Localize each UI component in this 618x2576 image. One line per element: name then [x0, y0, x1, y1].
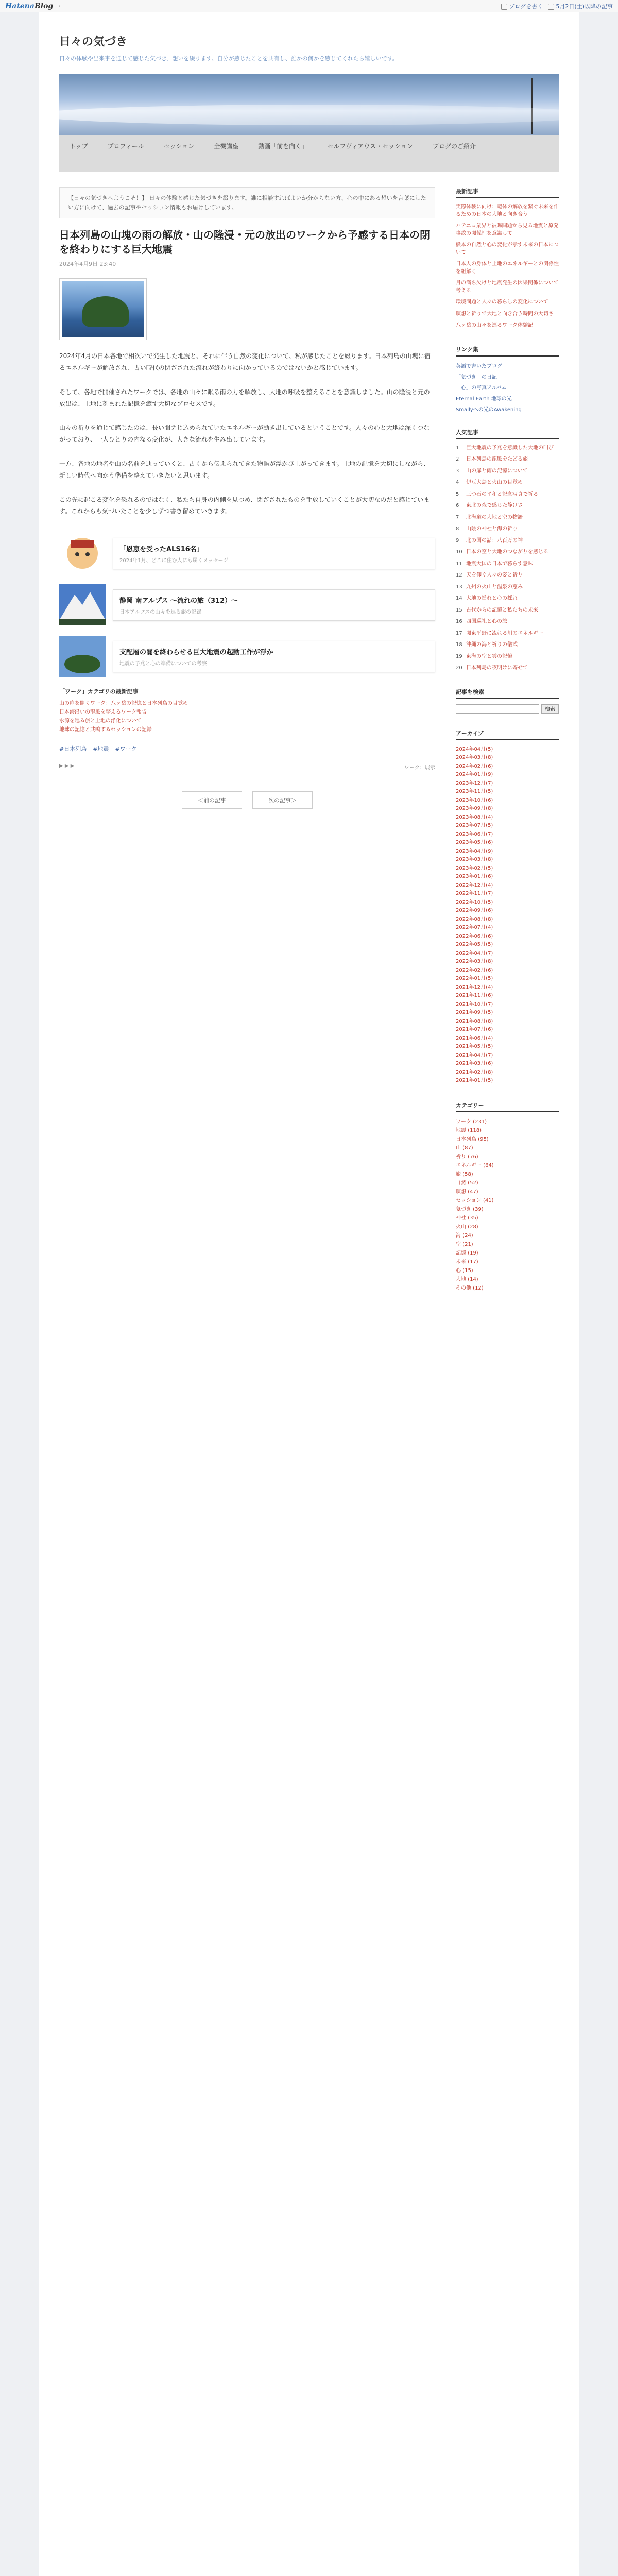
category-link[interactable]: 未来 (17) — [456, 1259, 478, 1265]
related-posts — [59, 533, 435, 677]
categories-title: カテゴリー — [456, 1101, 559, 1112]
search-section — [456, 688, 559, 714]
recent-post-link[interactable]: 日本人の身体と土地のエネルギーとの関係性を紐解く — [456, 261, 559, 275]
category-link[interactable]: 神社 (35) — [456, 1215, 478, 1221]
post-paragraph: そして、各地で開催されたワークでは、各地の山々に眠る雨の力を解放し、大地の呼吸を整えることを意識しました。山の隆浸と元の放出は、土地に刻まれた記憶を癒す大切なプロセスです。 — [59, 388, 430, 408]
popular-item: 16 四国巡礼と心の旅 — [456, 618, 559, 626]
archive-link[interactable]: 2022年10月(5) — [456, 899, 493, 905]
calendar-icon — [548, 4, 554, 10]
popular-item: 8 山陰の神社と海の祈り — [456, 526, 559, 533]
related-desc: 日本アルプスの山々を巡る旅の記録 — [119, 609, 202, 615]
link-item[interactable]: 英語で書いたブログ — [456, 363, 502, 369]
category-link[interactable]: 火山 (28) — [456, 1224, 478, 1230]
archive-link[interactable]: 2022年12月(4) — [456, 882, 493, 888]
popular-item: 1 巨大地震の予兆を意識した大地の叫び — [456, 445, 559, 452]
archive-link[interactable]: 2023年02月(5) — [456, 865, 493, 871]
share-buttons[interactable]: ▶ ▶ ▶ — [59, 762, 75, 769]
popular-item: 20 日本列島の夜明けに寄せて — [456, 665, 559, 672]
search-row — [456, 704, 559, 714]
next-post-button[interactable]: 次の記事＞ — [252, 791, 313, 809]
archive-link[interactable]: 2022年06月(6) — [456, 933, 493, 939]
archive-link[interactable]: 2021年08月(8) — [456, 1018, 493, 1024]
popular-link[interactable]: 日本列島の龍脈をたどる旅 — [466, 456, 528, 462]
archive-link[interactable]: 2022年05月(5) — [456, 942, 493, 947]
archive-link[interactable]: 2023年04月(9) — [456, 848, 493, 854]
avatar-thumbnail — [59, 533, 106, 574]
category-link[interactable]: ワーク (231) — [456, 1118, 487, 1125]
post-date: 2024年4月9日 23:40 — [59, 261, 116, 268]
recent-post-link[interactable]: 実際体験に向け：竜体の解放を繋ぐ未来を作るための日本の大地と向き合う — [456, 204, 559, 217]
popular-link[interactable]: 日本の空と大地のつながりを感じる — [466, 549, 548, 555]
popular-link[interactable]: 北の国の話：八百万の神 — [466, 537, 523, 544]
related-item[interactable] — [59, 584, 435, 625]
archive-link[interactable]: 2021年10月(7) — [456, 1001, 493, 1007]
post-paragraph: この先に起こる変化を恐れるのではなく、私たち自身の内側を見つめ、閉ざされたものを手放していくことが大切なのだと感じています。これからも気づいたことを少しずつ書き留めていきます。 — [59, 496, 430, 515]
related-desc: 地震の予兆と心の準備についての考察 — [119, 660, 207, 667]
popular-item: 19 東海の空と雲の記憶 — [456, 653, 559, 661]
archive-link[interactable]: 2024年02月(6) — [456, 763, 493, 769]
nav-item-video[interactable]: 動画「前を向く」 — [258, 143, 308, 150]
popular-item: 5 三つ石の平和と記念写真で祈る — [456, 491, 559, 499]
category-link[interactable]: 地震 (118) — [456, 1127, 482, 1133]
page-wrapper — [39, 12, 579, 2576]
related-title[interactable]: 「恩恵を受ったALS16名」 — [119, 545, 203, 553]
popular-link[interactable]: 地震大国の日本で暮らす意味 — [466, 561, 533, 567]
street-lamp-image — [531, 78, 538, 134]
search-button[interactable]: 検索 — [541, 704, 559, 714]
recent-post-link[interactable]: ハテニュ業界と被曝問題から見る地震と原発事故の関係性を意識して — [456, 223, 559, 236]
archive-section — [456, 729, 559, 1086]
search-input[interactable] — [456, 704, 539, 714]
archive-link[interactable]: 2023年12月(7) — [456, 780, 493, 786]
archive-link[interactable]: 2023年06月(7) — [456, 831, 493, 837]
hatena-logo[interactable]: HatenaBlog — [5, 2, 54, 10]
related-title[interactable]: 静岡 南アルプス ～流れの旅（312）～ — [119, 597, 238, 605]
archive-link[interactable]: 2022年11月(7) — [456, 891, 493, 896]
popular-link[interactable]: 東海の空と雲の記憶 — [466, 653, 512, 659]
category-link[interactable]: セッション (41) — [456, 1197, 494, 1204]
archive-link[interactable]: 2023年07月(5) — [456, 823, 493, 828]
share-row — [59, 763, 435, 771]
post-paragraph: 一方、各地の地名や山の名前を辿っていくと、古くから伝えられてきた物語が浮かび上がってきます。土地の記憶を大切にしながら、新しい時代へ向かう準備を整えていきたいと思います。 — [59, 460, 430, 479]
category-link[interactable]: 自然 (52) — [456, 1180, 478, 1186]
category-link[interactable]: 大地 (14) — [456, 1276, 478, 1282]
popular-link[interactable]: 関東平野に流れる川のエネルギー — [466, 630, 543, 636]
category-link[interactable]: その他 (12) — [456, 1285, 484, 1291]
archive-link[interactable]: 2024年01月(9) — [456, 772, 493, 777]
tag-link[interactable]: #ワーク — [115, 745, 137, 752]
island-image — [82, 296, 129, 327]
category-link[interactable]: 気づき (39) — [456, 1206, 484, 1212]
archive-link[interactable]: 2021年07月(6) — [456, 1027, 493, 1032]
post-paragraph: 2024年4月の日本各地で相次いで発生した地震と、それに伴う自然の変化について、私が感じたことを綴ります。日本列島の山塊に宿るエネルギーが解放され、古い時代の閉ざされた流れが終わりに向かっているのではないかと感じています。 — [59, 352, 431, 371]
pager — [59, 791, 435, 809]
category-link[interactable]: 祈り (76) — [456, 1154, 478, 1160]
category-box-title: 「ワーク」カテゴリの最新記事 — [59, 688, 139, 696]
archive-title: アーカイブ — [456, 729, 559, 740]
popular-title: 人気記事 — [456, 428, 559, 439]
global-header — [0, 0, 618, 12]
popular-item: 2 日本列島の龍脈をたどる旅 — [456, 456, 559, 464]
popular-link[interactable]: 天を仰ぐ人々の姿と祈り — [466, 572, 523, 578]
nav-item-blog-intro[interactable]: ブログのご紹介 — [432, 143, 476, 150]
popular-link[interactable]: 三つ石の平和と記念写真で祈る — [466, 491, 538, 497]
popular-item: 13 九州の火山と温泉の恵み — [456, 584, 559, 591]
header-right — [501, 2, 613, 10]
categories-section — [456, 1101, 559, 1293]
site-title[interactable]: 日々の気づき — [59, 35, 128, 48]
category-link[interactable]: エネルギー (64) — [456, 1162, 494, 1168]
links-title: リンク集 — [456, 345, 559, 357]
category-link[interactable]: 心 (15) — [456, 1267, 473, 1274]
post-paragraph: 山々の祈りを通じて感じたのは、長い間閉じ込められていたエネルギーが動き出しているということです。人々の心と大地は深くつながっており、一人ひとりの内なる変化が、大きな流れを生み出しています。 — [59, 424, 430, 444]
popular-item: 12 天を仰ぐ人々の姿と祈り — [456, 572, 559, 580]
recent-posts-section — [456, 187, 559, 330]
archive-link[interactable]: 2021年04月(7) — [456, 1052, 493, 1058]
category-link[interactable]: 空 (21) — [456, 1241, 473, 1247]
archive-link[interactable]: 2021年03月(6) — [456, 1061, 493, 1066]
category-recent-box — [59, 687, 435, 734]
header-separator: › — [58, 3, 61, 9]
category-link[interactable]: 海 (24) — [456, 1232, 473, 1239]
archive-link[interactable]: 2023年11月(5) — [456, 789, 493, 794]
category-label[interactable]: ワーク：展示 — [404, 765, 435, 771]
recent-post-link[interactable]: 八ヶ岳の山々を巡るワーク体験記 — [456, 323, 533, 328]
popular-link[interactable]: 巨大地震の予兆を意識した大地の叫び — [466, 445, 554, 451]
popular-link[interactable]: 日本列島の夜明けに寄せて — [466, 665, 528, 671]
popular-link[interactable]: 沖縄の海と祈りの儀式 — [466, 642, 518, 648]
archive-link[interactable]: 2024年03月(8) — [456, 755, 493, 760]
post-title[interactable]: 日本列島の山塊の雨の解放・山の隆浸・元の放出のワークから予感する日本の閉を終わりにする巨大地震 — [59, 229, 430, 256]
popular-link[interactable]: 大地の揺れと心の揺れ — [466, 596, 518, 601]
tag-list — [59, 744, 435, 753]
nav-item-course[interactable]: 全機講座 — [214, 143, 239, 150]
archive-link[interactable]: 2021年11月(6) — [456, 993, 493, 998]
archive-link[interactable]: 2021年12月(4) — [456, 984, 493, 990]
link-item[interactable]: Eternal Earth 地球の光 — [456, 396, 512, 402]
nav-item-top[interactable]: トップ — [70, 143, 88, 150]
recent-posts-link[interactable]: 5月2日(土)以降の記事 — [548, 2, 613, 10]
archive-link[interactable]: 2023年08月(4) — [456, 814, 493, 820]
popular-item: 9 北の国の話：八百万の神 — [456, 537, 559, 545]
archive-link[interactable]: 2022年01月(5) — [456, 976, 493, 981]
popular-item: 11 地震大国の日本で暮らす意味 — [456, 561, 559, 568]
popular-link[interactable]: 山陰の神社と海の祈り — [466, 526, 518, 532]
site-description: 日々の体験や出来事を通じて感じた気づき、想いを綴ります。自分が感じたことを共有し、誰かの何かを感じてくれたら嬉しいです。 — [59, 55, 398, 62]
category-link[interactable]: 山 (87) — [456, 1145, 473, 1151]
popular-link[interactable]: 古代からの記憶と私たちの未来 — [466, 607, 538, 613]
popular-link[interactable]: 九州の火山と温泉の恵み — [466, 584, 523, 590]
archive-link[interactable]: 2021年05月(5) — [456, 1044, 493, 1049]
category-box-item[interactable]: 日本海沿いの龍脈を整えるワーク報告 — [59, 709, 147, 715]
header-banner — [59, 74, 559, 135]
popular-item: 18 沖縄の海と祈りの儀式 — [456, 641, 559, 649]
popular-item: 10 日本の空と大地のつながりを感じる — [456, 549, 559, 556]
related-desc: 2024年1月、どこに住む人にも届くメッセージ — [119, 557, 229, 564]
archive-link[interactable]: 2022年07月(4) — [456, 925, 493, 930]
related-item[interactable] — [59, 533, 435, 574]
global-nav — [59, 135, 559, 172]
category-link[interactable]: 日本列島 (95) — [456, 1136, 489, 1142]
nav-item-session[interactable]: セッション — [163, 143, 195, 150]
nav-item-profile[interactable]: プロフィール — [107, 143, 144, 150]
links-section — [456, 345, 559, 413]
category-box-item[interactable]: 地球の記憶と共鳴するセッションの記録 — [59, 726, 152, 733]
archive-link[interactable]: 2023年03月(8) — [456, 857, 493, 862]
related-item[interactable] — [59, 636, 435, 677]
island-thumbnail — [59, 636, 106, 677]
popular-item: 14 大地の揺れと心の揺れ — [456, 595, 559, 603]
search-title: 記事を検索 — [456, 688, 559, 699]
nav-item-self-session[interactable]: セルフヴィアウス・セッション — [327, 143, 413, 150]
popular-item: 15 古代からの記憶と私たちの未来 — [456, 607, 559, 615]
popular-item: 7 北海道の大地と空の物語 — [456, 514, 559, 522]
archive-link[interactable]: 2023年01月(6) — [456, 874, 493, 879]
main-column — [59, 187, 435, 1308]
archive-link[interactable]: 2022年09月(6) — [456, 908, 493, 913]
popular-link[interactable]: 東北の森で感じた静けさ — [466, 503, 523, 509]
popular-link[interactable]: 四国巡礼と心の旅 — [466, 619, 507, 624]
category-box-item[interactable]: 山の扉を開くワーク：八ヶ岳の記憶と日本列島の目覚め — [59, 700, 188, 706]
welcome-notice: 【日々の気づきへようこそ！】 日々の体験と感じた気づきを綴ります。誰に相談すればよいか分からない方、心の中にある想いを言葉にしたい方に向けて、過去の記事やセッション情報もお届けしています。 — [59, 187, 435, 218]
write-blog-link[interactable]: ブログを書く — [501, 2, 543, 10]
archive-link[interactable]: 2023年05月(6) — [456, 840, 493, 845]
archive-link[interactable]: 2022年02月(6) — [456, 967, 493, 973]
popular-section — [456, 428, 559, 672]
archive-link[interactable]: 2024年04月(5) — [456, 746, 493, 752]
sidebar — [456, 187, 559, 1308]
link-item[interactable]: 「気づき」の日記 — [456, 374, 497, 380]
archive-link[interactable]: 2021年02月(8) — [456, 1069, 493, 1075]
popular-item: 17 関東平野に流れる川のエネルギー — [456, 630, 559, 638]
popular-item: 3 山の扉と雨の記憶について — [456, 468, 559, 476]
archive-link[interactable]: 2021年06月(4) — [456, 1035, 493, 1041]
recent-post-link[interactable]: 環境問題と人々の暮らしの変化について — [456, 299, 548, 305]
popular-link[interactable]: 北海道の大地と空の物語 — [466, 514, 523, 520]
recent-post-link[interactable]: 月の満ち欠けと地震発生の因果関係について考える — [456, 280, 559, 294]
popular-item: 6 東北の森で感じた静けさ — [456, 502, 559, 510]
tag-link[interactable]: #日本列島 — [59, 745, 87, 752]
related-title[interactable]: 支配層の闇を終わらせる巨大地震の起動工作が浮か — [119, 648, 273, 656]
prev-post-button[interactable]: ＜前の記事 — [182, 791, 242, 809]
mountain-thumbnail — [59, 584, 106, 625]
archive-link[interactable]: 2023年10月(6) — [456, 797, 493, 803]
archive-link[interactable]: 2023年09月(8) — [456, 806, 493, 811]
category-link[interactable]: 瞑想 (47) — [456, 1189, 478, 1195]
recent-post-link[interactable]: 熊本の自然と心の変化が示す未来の日本について — [456, 242, 559, 256]
popular-link[interactable]: 伊豆大島と火山の目覚め — [466, 480, 523, 485]
recent-posts-title: 最新記事 — [456, 187, 559, 198]
link-item[interactable]: Smallyへの光のAwakening — [456, 406, 522, 413]
pen-icon — [501, 4, 507, 10]
archive-link[interactable]: 2022年03月(8) — [456, 959, 493, 964]
category-box-item[interactable]: 水源を巡る旅と土地の浄化について — [59, 718, 142, 724]
tag-link[interactable]: #地震 — [93, 745, 109, 752]
link-item[interactable]: 「心」の写真アルバム — [456, 385, 507, 391]
category-link[interactable]: 記憶 (19) — [456, 1250, 478, 1256]
recent-post-link[interactable]: 瞑想と祈りで大地と向き合う時間の大切さ — [456, 311, 554, 317]
popular-item: 4 伊豆大島と火山の目覚め — [456, 479, 559, 487]
category-link[interactable]: 旅 (58) — [456, 1171, 473, 1177]
archive-link[interactable]: 2022年08月(8) — [456, 916, 493, 922]
post-photo[interactable] — [59, 278, 147, 340]
archive-link[interactable]: 2021年01月(5) — [456, 1078, 493, 1083]
archive-link[interactable]: 2022年04月(7) — [456, 950, 493, 956]
archive-link[interactable]: 2021年09月(5) — [456, 1010, 493, 1015]
popular-link[interactable]: 山の扉と雨の記憶について — [466, 468, 528, 474]
